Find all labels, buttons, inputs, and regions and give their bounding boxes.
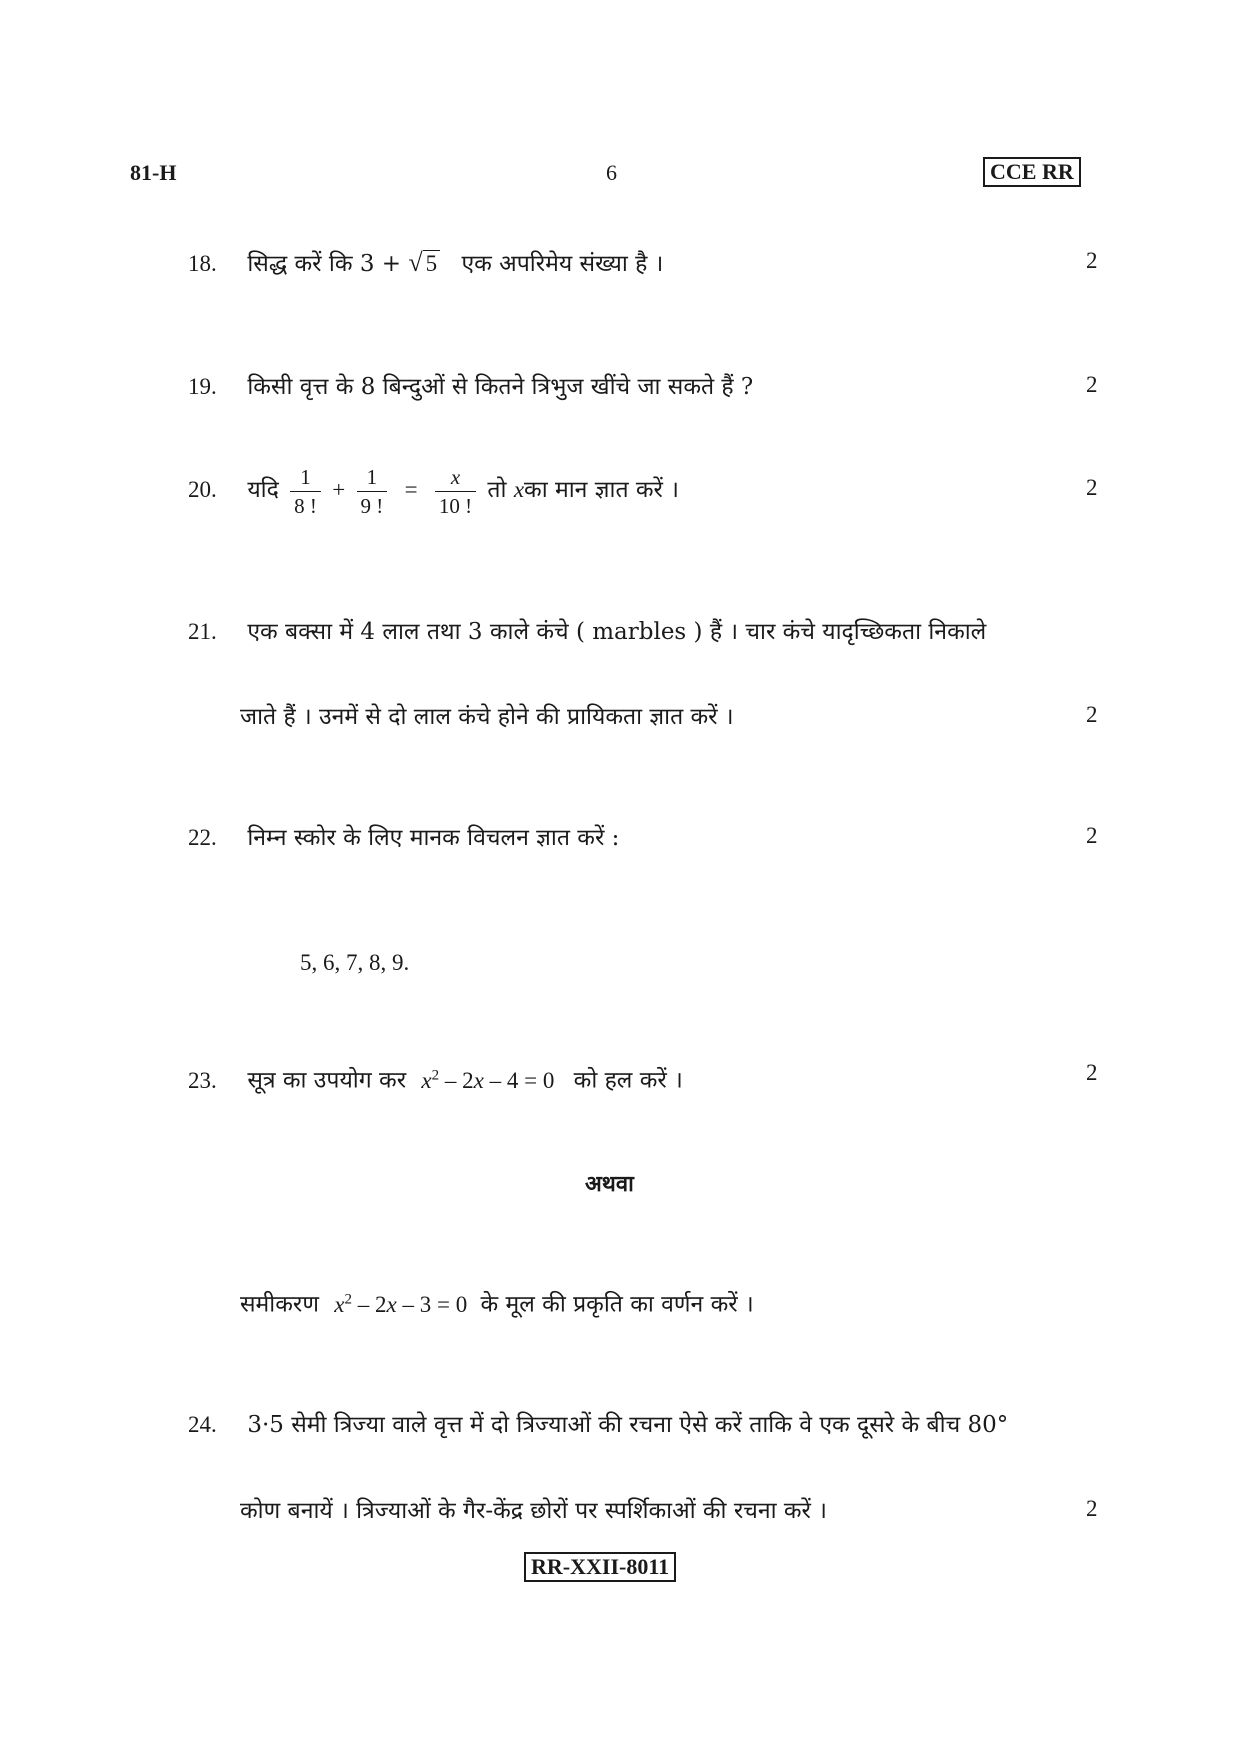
marks: 2 — [1086, 248, 1098, 273]
question-text-line-1: एक बक्सा में 4 लाल तथा 3 काले कंचे ( marbles ) हैं । चार कंचे यादृच्छिकता निकाले — [247, 619, 987, 645]
page-number: 6 — [606, 160, 617, 185]
plus-sign: + — [332, 477, 346, 502]
equation: $x^2 - 2x - 4 = 0$ — [421, 1067, 555, 1093]
equals-sign: = — [404, 477, 418, 502]
question-number: 24. — [188, 1412, 217, 1437]
fraction: $\frac{1}{8 !}$ — [290, 465, 321, 518]
question-23 — [188, 1060, 683, 1096]
series-badge: CCE RR — [983, 157, 1081, 187]
question-text: यदि — [247, 477, 279, 503]
question-text: एक अपरिमेय संख्या है । — [461, 251, 664, 277]
question-number: 22. — [188, 825, 217, 850]
question-text-line-2: कोण बनायें । त्रिज्याओं के गैर-केंद्र छोरों पर स्पर्शिकाओं की रचना करें । — [240, 1498, 827, 1524]
fraction: $\frac{1}{9 !}$ — [357, 465, 388, 518]
question-18 — [188, 248, 663, 279]
variable: x — [513, 477, 525, 502]
question-21 — [188, 617, 986, 647]
marks: 2 — [1086, 702, 1098, 727]
question-text: के मूल की प्रकृति का वर्णन करें । — [480, 1291, 754, 1318]
equation: $x^2 - 2x - 3 = 0$ — [334, 1291, 468, 1317]
question-22 — [188, 823, 619, 853]
marks: 2 — [1086, 372, 1098, 397]
question-text-line-1: 3·5 सेमी त्रिज्या वाले वृत्त में दो त्रिज्याओं की रचना ऐसे करें ताकि वे एक दूसरे के बीच 80° — [247, 1412, 1009, 1438]
question-text-line-2: जाते हैं । उनमें से दो लाल कंचे होने की प्रायिकता ज्ञात करें । — [240, 704, 734, 730]
or-label: अथवा — [585, 1172, 634, 1197]
question-20 — [188, 460, 679, 520]
marks: 2 — [1086, 475, 1098, 500]
marks: 2 — [1086, 823, 1098, 848]
marks: 2 — [1086, 1496, 1098, 1521]
question-text: समीकरण — [240, 1291, 319, 1318]
paper-code: 81-H — [130, 160, 177, 185]
score-data: 5, 6, 7, 8, 9. — [300, 950, 410, 975]
question-text: सिद्ध करें कि 3 + — [247, 251, 402, 277]
question-text: किसी वृत्त के 8 बिन्दुओं से कितने त्रिभुज खींचे जा सकते हैं ? — [247, 374, 754, 400]
question-text: को हल करें । — [573, 1067, 683, 1094]
question-text: सूत्र का उपयोग कर — [247, 1067, 407, 1094]
marks: 2 — [1086, 1060, 1098, 1085]
question-text: का मान ज्ञात करें । — [524, 477, 679, 503]
question-number: 21. — [188, 619, 217, 644]
question-number: 20. — [188, 477, 217, 502]
question-19 — [188, 372, 753, 402]
question-number: 18. — [188, 251, 217, 276]
question-text: तो — [487, 477, 507, 503]
fraction: $\frac{x}{10 !}$ — [435, 465, 476, 518]
or-question — [240, 1284, 754, 1320]
question-text: निम्न स्कोर के लिए मानक विचलन ज्ञात करें : — [247, 825, 620, 851]
question-number: 19. — [188, 374, 217, 399]
square-root: √ 5 — [408, 248, 440, 279]
footer-code: RR-XXII-8011 — [524, 1552, 676, 1582]
question-24 — [188, 1410, 1008, 1440]
question-number: 23. — [188, 1067, 217, 1093]
